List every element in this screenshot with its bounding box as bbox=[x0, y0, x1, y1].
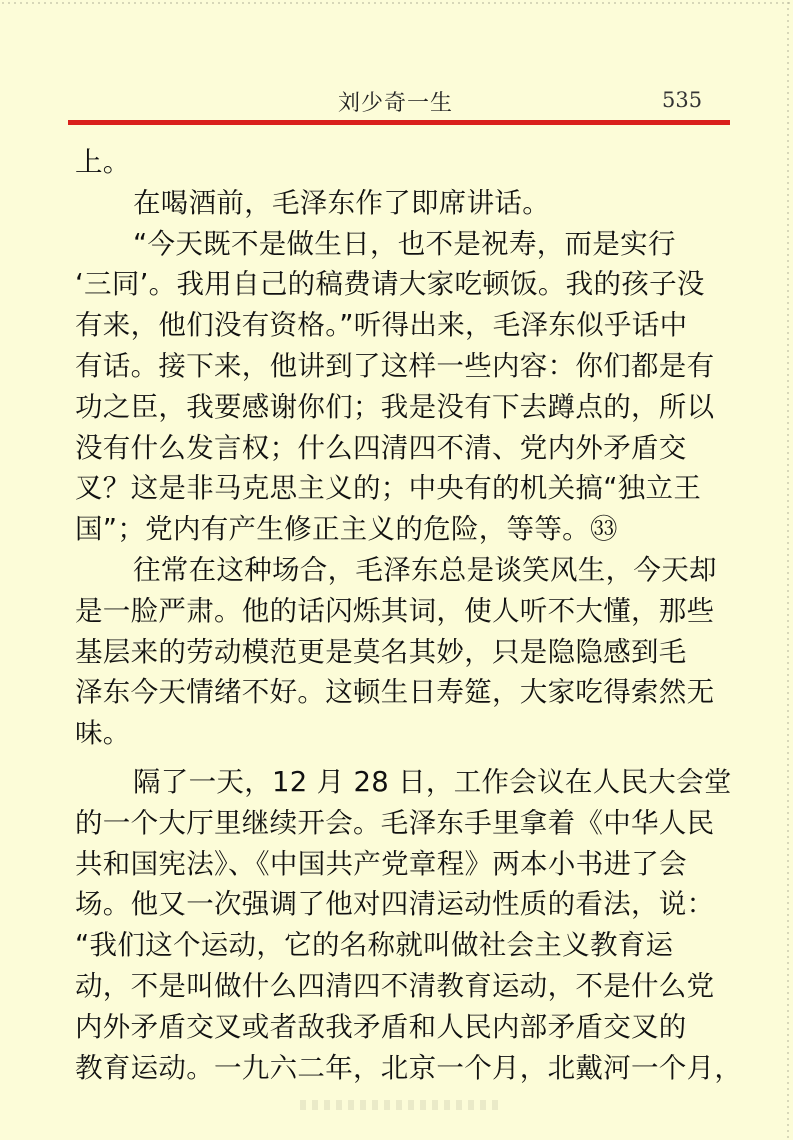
page-edge-texture bbox=[0, 0, 793, 6]
page-edge-texture-right bbox=[785, 0, 793, 1140]
text-line: 功之臣，我要感谢你们；我是没有下去蹲点的，所以 bbox=[75, 390, 715, 423]
text-line: 味。 bbox=[75, 717, 131, 750]
text-line: 泽东今天情绪不好。这顿生日寿筵，大家吃得索然无 bbox=[75, 676, 715, 709]
text-line: 教育运动。一九六二年，北京一个月，北戴河一个月， bbox=[75, 1051, 743, 1084]
text-line: 共和国宪法》、《中国共产党章程》两本小书进了会 bbox=[75, 847, 687, 880]
text-line: 是一脸严肃。他的话闪烁其词，使人听不大懂，那些 bbox=[75, 594, 715, 627]
text-line: 的一个大厅里继续开会。毛泽东手里拿着《中华人民 bbox=[75, 806, 715, 839]
text-line: “今天既不是做生日，也不是祝寿，而是实行 bbox=[133, 227, 676, 260]
text-line: ‘三同’。我用自己的稿费请大家吃顿饭。我的孩子没 bbox=[75, 268, 705, 301]
text-line: 隔了一天，12 月 28 日，工作会议在人民大会堂 bbox=[133, 765, 732, 798]
text-line: “我们这个运动，它的名称就叫做社会主义教育运 bbox=[75, 929, 674, 962]
text-line: 有话。接下来，他讲到了这样一些内容：你们都是有 bbox=[75, 349, 715, 382]
text-line: 基层来的劳动模范更是莫名其妙，只是隐隐感到毛 bbox=[75, 635, 687, 668]
text-line: 场。他又一次强调了他对四清运动性质的看法，说： bbox=[75, 888, 715, 921]
page-footer-mark bbox=[300, 1100, 500, 1110]
text-line: 内外矛盾交叉或者敌我矛盾和人民内部矛盾交叉的 bbox=[75, 1010, 687, 1043]
running-title: 刘少奇一生 bbox=[338, 91, 454, 116]
text-line: 往常在这种场合，毛泽东总是谈笑风生，今天却 bbox=[133, 553, 717, 586]
text-line: 上。 bbox=[75, 146, 131, 178]
header-rule bbox=[68, 120, 730, 125]
text-line: 国”；党内有产生修正主义的危险，等等。㉝ bbox=[75, 513, 618, 546]
body-text bbox=[75, 142, 743, 1088]
page-number: 535 bbox=[662, 88, 703, 112]
text-line: 在喝酒前，毛泽东作了即席讲话。 bbox=[133, 186, 550, 219]
text-line: 叉？这是非马克思主义的；中央有的机关搞“独立王 bbox=[75, 472, 702, 505]
text-line: 没有什么发言权；什么四清四不清、党内外矛盾交 bbox=[75, 431, 687, 464]
text-line: 动，不是叫做什么四清四不清教育运动，不是什么党 bbox=[75, 969, 715, 1002]
text-line: 有来，他们没有资格。”听得出来，毛泽东似乎话中 bbox=[75, 309, 688, 342]
